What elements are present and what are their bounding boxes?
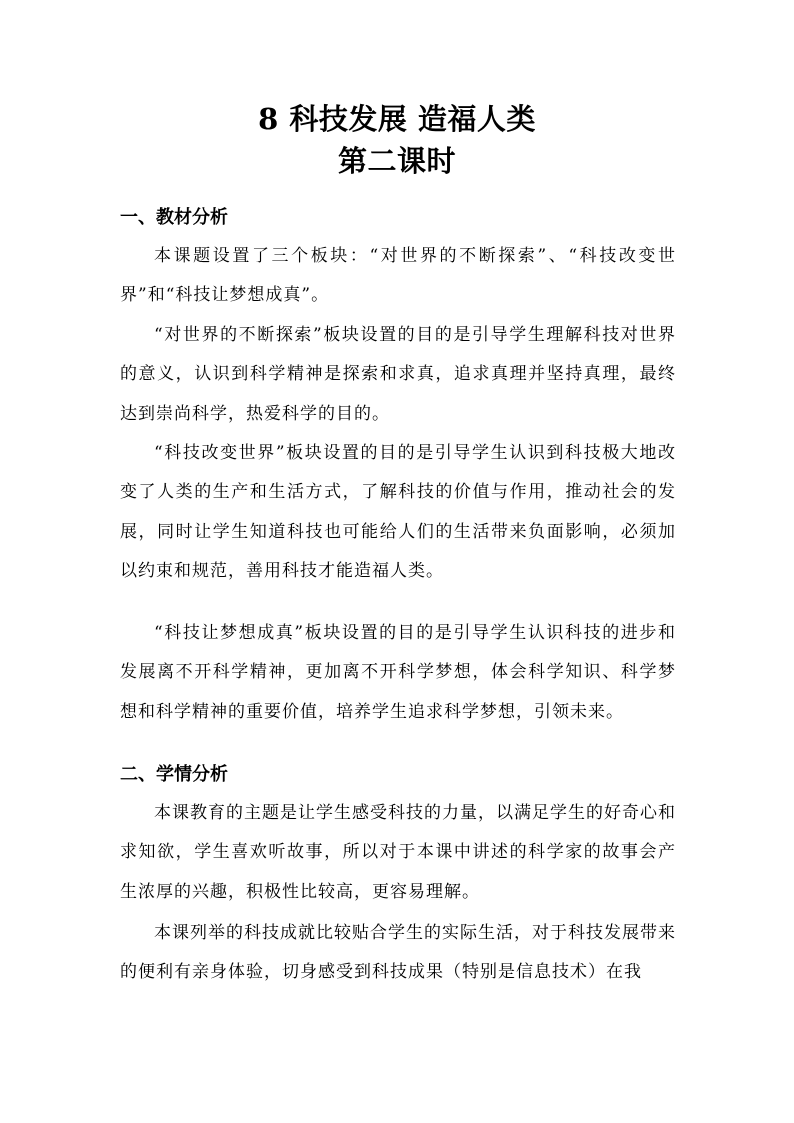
document-subtitle: 第二课时 [337,144,456,178]
section-heading-textbook-analysis: 一、教材分析 [120,207,228,228]
paragraph: “科技改变世界”板块设置的目的是引导学生认识到科技极大地改变了人类的生产和生活方式，了解科技的价值与作用，推动社会的发展，同时让学生知道科技也可能给人们的生活带来负面影响，必须加以约束和规范，善用科技才能造福人类。 [120,443,676,581]
paragraph: “科技让梦想成真”板块设置的目的是引导学生认识科技的进步和发展离不开科学精神，更加离不开科学梦想，体会科学知识、科学梦想和科学精神的重要价值，培养学生追求科学梦想，引领未来。 [120,623,676,722]
paragraph: “对世界的不断探索”板块设置的目的是引导学生理解科技对世界的意义，认识到科学精神是探索和求真，追求真理并坚持真理，最终达到崇尚科学，热爱科学的目的。 [120,325,676,424]
paragraph: 本课列举的科技成就比较贴合学生的实际生活，对于科技发展带来的便利有亲身体验，切身感受到科技成果（特别是信息技术）在我 [120,923,676,983]
paragraph: 本课题设置了三个板块：“对世界的不断探索”、“科技改变世界”和“科技让梦想成真”。 [120,246,676,306]
section-heading-learner-analysis: 二、学情分析 [120,764,228,785]
document-title: 8 科技发展 造福人类 [258,102,536,136]
paragraph: 本课教育的主题是让学生感受科技的力量，以满足学生的好奇心和求知欲，学生喜欢听故事，所以对于本课中讲述的科学家的故事会产生浓厚的兴趣，积极性比较高，更容易理解。 [120,803,676,902]
